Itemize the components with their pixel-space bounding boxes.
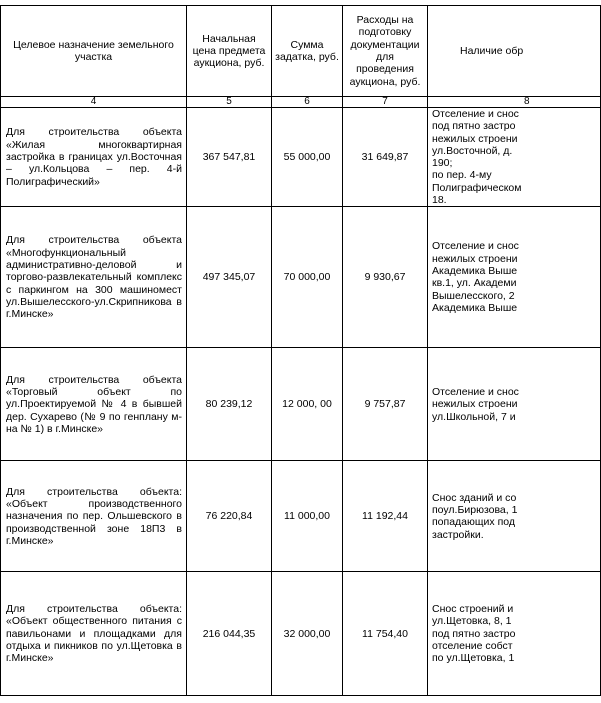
encumbrances-cell bbox=[428, 108, 601, 207]
encumbrance-line: Снос строений и bbox=[432, 603, 514, 616]
purpose-cell: Для строительства объекта: «Объект производственного назначения по пер. Ольшевского в производственной зоне 18П3 в г.Минске» bbox=[1, 461, 187, 572]
encumbrance-line: 190; bbox=[432, 157, 453, 170]
table-row bbox=[1, 207, 601, 348]
encumbrance-line: под пятно застро bbox=[432, 120, 516, 133]
encumbrances-cell bbox=[428, 348, 601, 461]
table-row bbox=[1, 108, 601, 207]
encumbrance-line: Полиграфическом bbox=[432, 181, 522, 194]
table-row bbox=[1, 572, 601, 696]
costs-cell: 9 930,67 bbox=[343, 207, 428, 348]
column-number: 5 bbox=[187, 97, 272, 108]
deposit-cell: 12 000, 00 bbox=[272, 348, 343, 461]
deposit-cell: 32 000,00 bbox=[272, 572, 343, 696]
header-start-price: Начальная цена предмета аукциона, руб. bbox=[187, 6, 272, 97]
column-number: 7 bbox=[343, 97, 428, 108]
encumbrance-line: Отселение и снос bbox=[432, 240, 519, 253]
deposit-cell: 70 000,00 bbox=[272, 207, 343, 348]
encumbrance-line: поул.Бирюзова, 1 bbox=[432, 504, 518, 517]
costs-cell: 31 649,87 bbox=[343, 108, 428, 207]
encumbrance-line: нежилых строени bbox=[432, 398, 518, 411]
encumbrance-line: ул.Школьной, 7 и bbox=[432, 410, 516, 423]
header-row bbox=[1, 6, 601, 97]
encumbrances-cell bbox=[428, 572, 601, 696]
encumbrance-line: застройки. bbox=[432, 528, 484, 541]
purpose-cell: Для строительства объекта «Жилая многоквартирная застройка в границах ул.Восточная – ул.Кольцова – пер. 4-й Полиграфический» bbox=[1, 108, 187, 207]
encumbrances-cell bbox=[428, 461, 601, 572]
start-price-cell: 367 547,81 bbox=[187, 108, 272, 207]
encumbrance-line: Академика Выше bbox=[432, 301, 518, 314]
purpose-cell: Для строительства объекта «Торговый объект по ул.Проектируемой № 4 в бывшей дер. Сухарево (№ 9 по генплану м-на № 1) в г.Минске» bbox=[1, 348, 187, 461]
header-costs: Расходы на подготовку документации для проведения аукциона, руб. bbox=[343, 6, 428, 97]
encumbrance-line: по пер. 4-му bbox=[432, 169, 492, 182]
header-purpose: Целевое назначение земельного участка bbox=[1, 6, 187, 97]
start-price-cell: 76 220,84 bbox=[187, 461, 272, 572]
deposit-cell: 11 000,00 bbox=[272, 461, 343, 572]
costs-cell: 9 757,87 bbox=[343, 348, 428, 461]
purpose-cell: Для строительства объекта: «Объект общественного питания с павильонами и площадками для отдыха и пикников по ул.Щетовка в г.Минске» bbox=[1, 572, 187, 696]
table-row bbox=[1, 348, 601, 461]
costs-cell: 11 192,44 bbox=[343, 461, 428, 572]
encumbrance-line: отселение собст bbox=[432, 640, 513, 653]
encumbrance-line: попадающих под bbox=[432, 516, 515, 529]
encumbrance-line: Снос зданий и со bbox=[432, 491, 517, 504]
deposit-cell: 55 000,00 bbox=[272, 108, 343, 207]
column-number-row bbox=[1, 97, 601, 108]
encumbrance-line: кв.1, ул. Академи bbox=[432, 277, 517, 290]
column-number: 8 bbox=[428, 97, 601, 108]
encumbrance-line: Отселение и снос bbox=[432, 385, 519, 398]
encumbrance-line: Академика Выше bbox=[432, 265, 518, 278]
column-number: 6 bbox=[272, 97, 343, 108]
header-deposit: Сумма задатка, руб. bbox=[272, 6, 343, 97]
encumbrance-line: под пятно застро bbox=[432, 627, 516, 640]
encumbrance-line: ул.Восточной, д. bbox=[432, 144, 513, 157]
header-encumbrances: Наличие обр bbox=[428, 6, 601, 97]
table-row bbox=[1, 461, 601, 572]
encumbrance-line: ул.Щетовка, 8, 1 bbox=[432, 615, 512, 628]
purpose-cell: Для строительства объекта «Многофункциональный административно-деловой и торгово-развлекательный комплекс с паркингом на 300 машиномест ул.Вышелесского-ул.Скрипникова в г.Минске» bbox=[1, 207, 187, 348]
encumbrances-cell bbox=[428, 207, 601, 348]
start-price-cell: 80 239,12 bbox=[187, 348, 272, 461]
encumbrance-line: по ул.Щетовка, 1 bbox=[432, 652, 515, 665]
encumbrance-line: нежилых строени bbox=[432, 252, 518, 265]
encumbrance-line: 18. bbox=[432, 194, 447, 207]
encumbrance-line: Вышелесского, 2 bbox=[432, 289, 515, 302]
costs-cell: 11 754,40 bbox=[343, 572, 428, 696]
start-price-cell: 497 345,07 bbox=[187, 207, 272, 348]
auction-lots-table bbox=[0, 5, 601, 696]
encumbrance-line: Отселение и снос bbox=[432, 108, 519, 120]
encumbrance-line: нежилых строени bbox=[432, 132, 518, 145]
column-number: 4 bbox=[1, 97, 187, 108]
start-price-cell: 216 044,35 bbox=[187, 572, 272, 696]
